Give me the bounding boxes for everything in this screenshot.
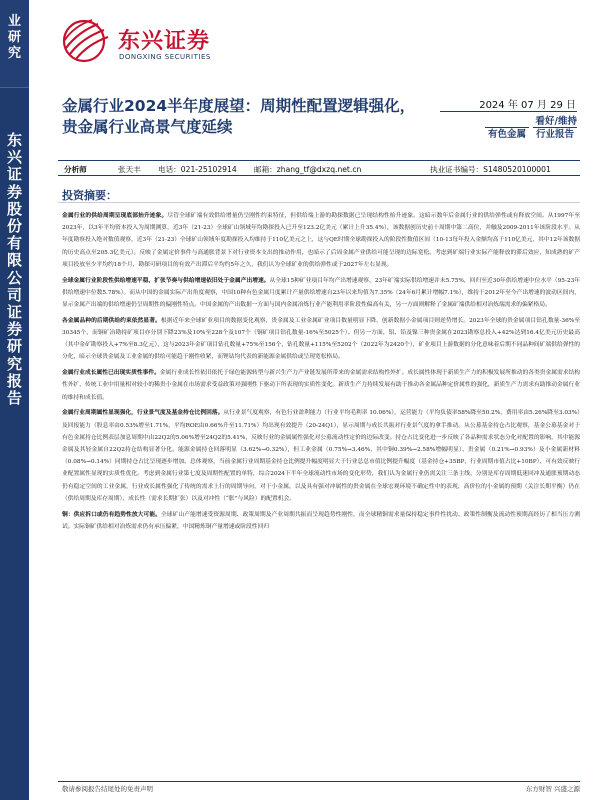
paragraph-lead: 铜：供应拆口或仍有趋势性放大可能。 <box>62 511 161 518</box>
brand-name-cn: 东兴证券 <box>118 29 211 54</box>
summary-paragraph <box>62 275 580 312</box>
summary-paragraph <box>62 210 580 271</box>
summary-paragraph <box>62 367 580 404</box>
analyst-role: 分析师 <box>64 165 87 174</box>
summary-divider <box>58 202 580 203</box>
header-divider <box>440 111 577 112</box>
paragraph-text: 从全球15种矿业项目年均产出增速观察，23年矿端实际供给增速并未5.75%，回归至近30年供给增速中位水平（95-23年供给增速中位数5.78%）。而从中国的金属实际产出角度观察，中国10种有色金属月度累计产量供给增速自23年以来均值为7.35%（24年6月累计增幅7.1%），维持于2012年至今产出增速的波动区间内，显示金属产出端的供给增速仍呈周期性的偏刚性特点。中国金属的产出数据一方面与国内金属冶炼行业产能利用率阶段性偏高有关，另一方面则解释了金属矿端供给相对冶炼端需求的偏紧格局。 <box>62 277 580 309</box>
footer-disclaimer: 敬请参阅报告结尾处的免责声明 <box>62 785 153 793</box>
analyst-info-row <box>58 160 580 176</box>
analyst-email: 邮箱：zhang_tf@dxzq.net.cn <box>254 165 362 174</box>
report-title: 金属行业2024半年度展望：周期性配置逻辑强化，贵金属行业高景气度延续 <box>62 97 416 136</box>
side-company-label: 东 兴 证 券 股 份 有 限 公 司 证 券 研 究 报 告 <box>6 131 22 408</box>
rating-label: 看好/维持 <box>535 116 577 127</box>
paragraph-lead: 各金属品种的后期供给约束依然显著。 <box>62 317 161 324</box>
logo-mark-icon <box>58 14 113 64</box>
paragraph-text: 金属行业成长性依旧依托于绿色能源转型与新兴生产力产业链发展所带来的金属需求结构性外扩。成长属性体现于新质生产力的积极发展所推动的各类贵金属需求结构性外扩，传统工业中用量相对较小的稀贵小金属在市场需求受益政策对强刚性下驱动下所表现的实质性变化。新质生产力持续发展有助于推动各金属品种定价属性的强化，新质生产力需求有助推动金属行业的维持和成长值。 <box>62 370 581 401</box>
footer-divider <box>58 781 580 782</box>
paragraph-text: 尽管全球矿端有效供给增量仍呈刚性约束特征，但供给端上游的勘探数据已呈现结构性抬升迹象。这暗示数年后金属行业的供给弹性或有释放空间。从1997年至2023年，以3年平均资本投入为周期测算，近3年（21-23）全球矿山领域年均勘探投入已升至123.2亿美元（累计上升35.4%），该数据创历史前十周期中第二高位，并触及2009-2011年该阶段水平。从年度勘察投入绝对数值观察，近3年（21-23）全球矿山领域年度勘探投入均维持于110亿美元之上，这与QE时期全球勘探投入的阶段性数值区间（10-13每年投入金额均高于110亿美元，其中12年该数据的历史高点至205.3亿美元）。反映了金属定价事件与高通胀背景下对行业资本支出的推动作用，也暗示了后周金属产业供给可能呈现的边际宽松。考虑到矿端行业实际产能释放的滞后效应，知成熟的矿产项目投放至少平均约18个月，勘探可研项目的有效产出滞后平均约5年之久，我们认为全球矿业的供给弹性或于2027年左右显现。 <box>62 213 580 268</box>
paragraph-text: 全球矿山产能增速受资源周期、政策周期及产业周期共振而呈现趋势性刚性，而全球精铜需求量保持稳定事件性扰动、政策性制衡及流动性预期高经历了相当压力测试。实际铜矿供给相对冶炼需求仍有承压偏紧，中国精炼铜产量增速或阶段性回归 <box>62 511 581 530</box>
side-category-label: 业 研 究 <box>7 14 21 61</box>
brand-name-en: DONGXING SECURITIES <box>119 53 211 61</box>
summary-body <box>62 210 580 537</box>
report-date: 2024 年 07 月 29 日 <box>479 100 576 111</box>
paragraph-lead: 金属行业的供给周期呈现底部抬升迹象。 <box>62 213 168 219</box>
summary-heading: 投资摘要： <box>62 189 117 202</box>
paragraph-lead: 金属行业周期属性显现强化，行业景气度及基金持仓比例回落。 <box>62 410 224 417</box>
tag-report-type: 行业报告 <box>533 127 577 141</box>
paragraph-text: 从行业景气度观察，有色行业盈利能力（行业平均毛利率 10.06%），运营能力（平均负债率58%降至50.2%，费用率由5.26%降至3.03%）及回报能力（股息率由0.53%增至1.71%，平均ROE由0.66%升至11.71%）均出现有效提升（20-24Q1），显示周期与成长共振对行业景气度的拿手推动。从公募基金持仓占比观察，基金公募基金对于有色金属持仓比例表层加息周期中由22Q2的5.06%增至24Q2的5.41%，反映行业的金属属性强化对公募流动性定价的边际改变。持仓占比变化进一步反映了各品种需求状态分化对配置的影响，其中能源金属及其轻金属自22Q2持仓结构显著分化。能源金属持仓回落明显（3.62%→0.32%），但工业金属（0.75%→3.46%，其中铜0.39%→2.58%增幅明显）、贵金属（0.21%→0.93%）及小金属新材料（0.08%→0.14%）同期持仓占比呈现逐步增加。总体观察，当前金属行业周期基金持仓比例提升幅度明显大于行业总总市值比例提升幅度（基金持仓+35BP，行业周期市值占比+10BP），可有效反映行业配置属性显现的实质性优化。考虑到金属行业第七度及周期性配置的单特，综合2024下半年全球流动性市场的变化形势，我们认为金属行业仍需关注三条主线，分别是库存周期低迷回冲及通胀预期动态仍有稳定空间的工业金属，行业成长属性强化了传统的需求上行的周期导向，对于小金属，以及具有强对冲属性的贵金属在全球宏观环境不确定性中的表现，高价位的小金属的预期（关注长期平衡）仍在（供给周期及库存周期），成长性（需求长期扩张）以及对冲性（“胀”与风险）的配置机会。 <box>62 410 580 502</box>
paragraph-lead: 全球金属行业阶段性供给增速平稳，扩张节奏与供给增速依旧处于金属产出增速。 <box>62 277 270 284</box>
summary-paragraph <box>62 509 580 533</box>
analyst-phone: 电话：021-25102914 <box>158 165 237 174</box>
paragraph-lead: 金属行业成长属性已出现实质性事件。 <box>62 370 160 377</box>
analyst-cert: 执业证书编号：S1480520100001 <box>430 165 551 174</box>
report-tags <box>440 127 577 141</box>
footer-slogan: 东方财智 兴盛之源 <box>525 785 580 793</box>
summary-paragraph <box>62 407 580 505</box>
brand-logo <box>58 14 238 74</box>
analyst-name: 张天丰 <box>118 165 141 174</box>
paragraph-text: 根据近年来全球矿业项目的数据变化观察，贵金属及工业金属矿业项目数量明显下降，创新数据小金属项目则逆势增长。2023年全球的贵金属项目钻孔数量-36%至30345个，而铜矿冶勘持矿项目亦分别下降23%及10%至228个及107个（铜矿项目钻孔数量-16%至5025个）。但另一方面，铝、铅及镍三种贵金属在2023勘察总投入+42%达到16.4亿美元历史最高（其中金矿勘察投入+7%至8.3亿元），这与2023年金矿项目钻孔数量+75%至156个，钻孔数量+115%至5202个（2022年为2420个），矿业项目上游数据的分化意味着后期不同品种间矿端供给弹性的分化，暗示全球贵金属及工业金属的供给可能趋于刚性收紧，而锂钴均代表的新能源金属供给或呈现宽松格局。 <box>62 317 581 361</box>
tag-sector: 有色金属 <box>485 127 529 141</box>
summary-paragraph <box>62 315 580 364</box>
